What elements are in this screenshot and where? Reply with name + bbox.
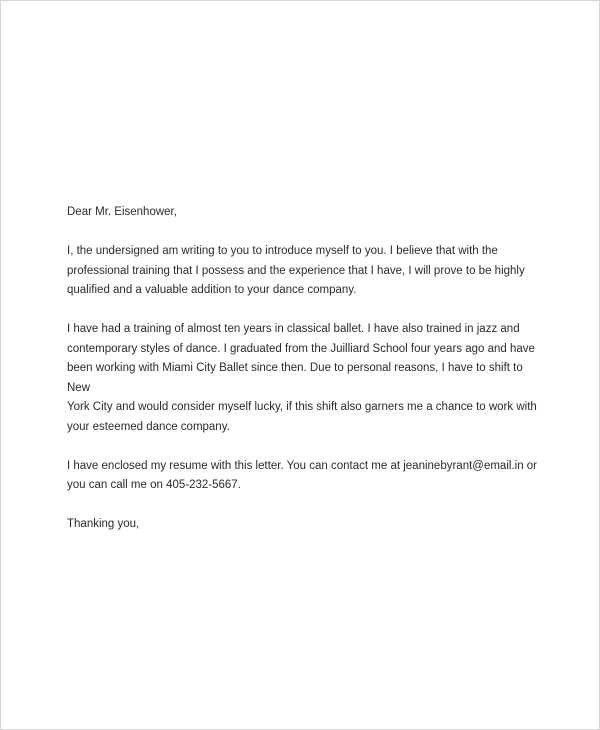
paragraph-line: contemporary styles of dance. I graduated from the Juilliard School four years ago and have [67, 342, 535, 355]
paragraph-line: you can call me on 405-232-5667. [67, 479, 241, 491]
paragraph-contact [67, 457, 537, 496]
paragraph-line: your esteemed dance company. [67, 420, 230, 433]
salutation: Dear Mr. Eisenhower, [67, 206, 177, 218]
paragraph-experience [67, 320, 537, 437]
paragraph-line: qualified and a valuable addition to your dance company. [67, 284, 357, 296]
paragraph-line: York City and would consider myself lucky, if this shift also garners me a chance to work with [67, 401, 537, 413]
paragraph-line: I have had a training of almost ten years in classical ballet. I have also trained in jazz and [67, 323, 520, 335]
closing: Thanking you, [67, 518, 140, 530]
paragraph-line: I have enclosed my resume with this letter. You can contact me at jeaninebyrant@email.in or [67, 459, 538, 472]
paragraph-line: I, the undersigned am writing to you to introduce myself to you. I believe that with the [67, 245, 498, 257]
paragraph-line: been working with Miami City Ballet since then. Due to personal reasons, I have to shift to New [67, 362, 523, 394]
letter-body [67, 203, 537, 554]
paragraph-introduction [67, 242, 537, 301]
paragraph-line: professional training that I possess and the experience that I have, I will prove to be highly [67, 264, 525, 277]
